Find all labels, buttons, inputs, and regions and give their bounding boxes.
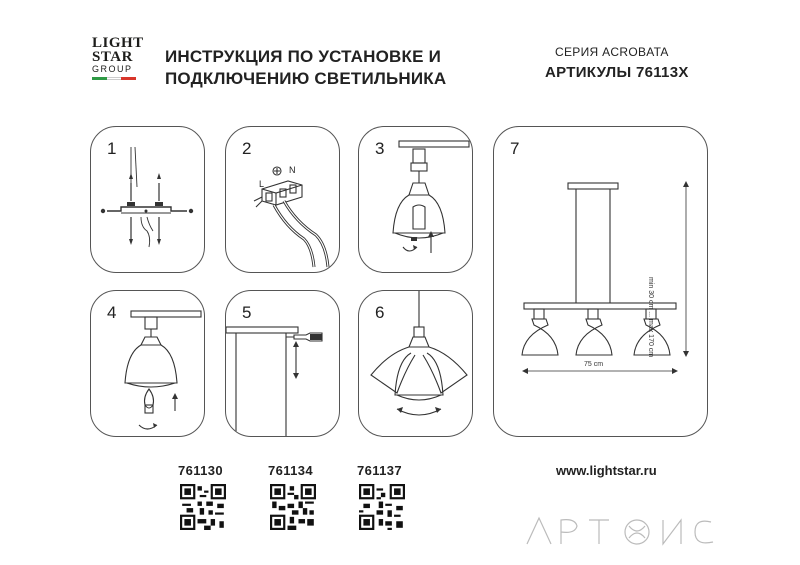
brand-logo bbox=[92, 36, 142, 80]
italian-flag-icon bbox=[92, 77, 136, 80]
mounting-bracket-illustration bbox=[91, 127, 205, 273]
step-3-panel bbox=[358, 126, 473, 273]
article-code-2: 761134 bbox=[268, 463, 314, 478]
step-1-panel bbox=[90, 126, 205, 273]
logo-line-2: STAR bbox=[92, 49, 133, 65]
qr-code-icon[interactable] bbox=[359, 484, 405, 530]
title-line-2: ПОДКЛЮЧЕНИЮ СВЕТИЛЬНИКА bbox=[165, 69, 447, 88]
logo-line-1: LIGHT bbox=[92, 35, 144, 51]
step-6-panel bbox=[358, 290, 473, 437]
height-range-label: min 30 cm ... max 170 cm bbox=[647, 277, 654, 358]
page-title bbox=[165, 46, 446, 90]
width-label: 75 cm bbox=[584, 361, 604, 368]
step-number: 5 bbox=[242, 303, 252, 322]
artis-watermark-logo bbox=[525, 512, 765, 546]
wiring-terminal-illustration bbox=[226, 127, 340, 273]
terminal-label-n: N bbox=[289, 165, 296, 175]
step-2-panel bbox=[225, 126, 340, 273]
article-code-3: 761137 bbox=[357, 463, 403, 478]
step-4-panel bbox=[90, 290, 205, 437]
terminal-label-l: L bbox=[259, 179, 265, 189]
article-label: АРТИКУЛЫ 76113Х bbox=[545, 64, 689, 81]
qr-code-icon[interactable] bbox=[270, 484, 316, 530]
step-number: 1 bbox=[107, 139, 117, 158]
step-number: 6 bbox=[375, 303, 385, 322]
lamp-shade-assembly-illustration bbox=[359, 127, 473, 273]
step-7-panel bbox=[493, 126, 708, 437]
step-number: 2 bbox=[242, 139, 252, 158]
assembled-fixture-dimensions-illustration bbox=[494, 127, 708, 437]
shade-rotation-illustration bbox=[359, 291, 473, 437]
article-code-1: 761130 bbox=[178, 463, 224, 478]
qr-code-icon[interactable] bbox=[180, 484, 226, 530]
height-adjustment-illustration bbox=[226, 291, 340, 437]
title-line-1: ИНСТРУКЦИЯ ПО УСТАНОВКЕ И bbox=[165, 47, 441, 66]
website-link[interactable]: www.lightstar.ru bbox=[556, 463, 657, 478]
series-label: СЕРИЯ ACROBATA bbox=[555, 45, 669, 59]
step-number: 3 bbox=[375, 139, 385, 158]
step-5-panel bbox=[225, 290, 340, 437]
bulb-installation-illustration bbox=[91, 291, 205, 437]
logo-line-3: GROUP bbox=[92, 64, 133, 74]
step-number: 7 bbox=[510, 139, 520, 158]
step-number: 4 bbox=[107, 303, 117, 322]
